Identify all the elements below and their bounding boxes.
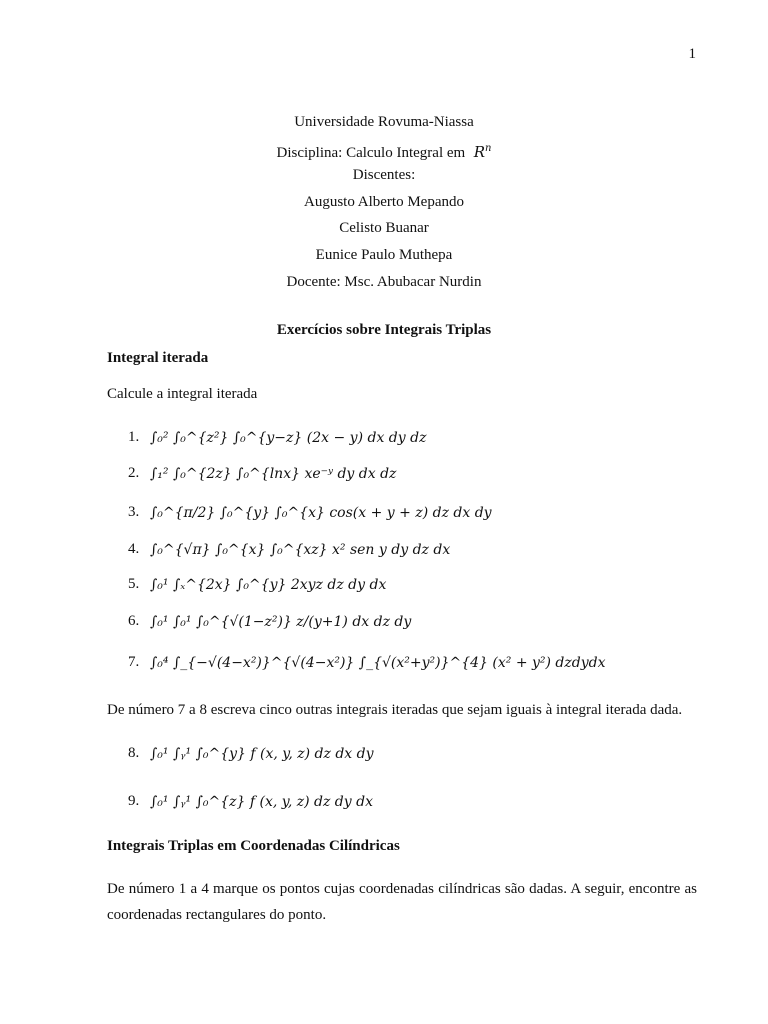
exercise-item: 7. ∫₀⁴ ∫_{−√(4−x²)}^{√(4−x²)} ∫_{√(x²+y²)}^{4} (x² + y²) dzdydx bbox=[128, 654, 606, 671]
document-header bbox=[0, 109, 768, 295]
exercise-item: 5. ∫₀¹ ∫ₓ^{2x} ∫₀^{y} 2xyz dz dy dx bbox=[128, 576, 387, 593]
teacher-name: Docente: Msc. Abubacar Nurdin bbox=[286, 273, 482, 290]
discipline-text: Disciplina: Calculo Integral em bbox=[276, 144, 466, 161]
student-name: Celisto Buanar bbox=[339, 220, 429, 237]
exercise-item: 2. ∫₁² ∫₀^{2z} ∫₀^{lnx} xe⁻ʸ dy dx dz bbox=[128, 465, 397, 482]
instruction-text: Calcule a integral iterada bbox=[107, 386, 258, 402]
exercise-item: 9. ∫₀¹ ∫ᵧ¹ ∫₀^{z} f (x, y, z) dz dy dx bbox=[128, 793, 373, 810]
student-name: Eunice Paulo Muthepa bbox=[315, 246, 453, 263]
student-name: Augusto Alberto Mepando bbox=[304, 193, 464, 210]
cylindrical-paragraph: De número 1 a 4 marque os pontos cujas coordenadas cilíndricas são dadas. A seguir, encontre as coordenadas rectangulares do ponto. bbox=[107, 881, 697, 923]
exercise-item: 3. ∫₀^{π/2} ∫₀^{y} ∫₀^{x} cos(x + y + z) dz dx dy bbox=[128, 504, 492, 521]
exercise-item: 8. ∫₀¹ ∫ᵧ¹ ∫₀^{y} f (x, y, z) dz dx dy bbox=[128, 745, 374, 762]
section-heading-iterated: Integral iterada bbox=[107, 350, 209, 366]
exercise-item: 4. ∫₀^{√π} ∫₀^{x} ∫₀^{xz} x² sen y dy dz dx bbox=[128, 541, 451, 558]
exercise-item: 6. ∫₀¹ ∫₀¹ ∫₀^{√(1−z²)} z/(y+1) dx dz dy bbox=[128, 613, 412, 630]
instruction-text-2: De número 7 a 8 escreva cinco outras integrais iteradas que sejam iguais à integral iterada dada. bbox=[107, 702, 683, 718]
university-name: Universidade Rovuma-Niassa bbox=[294, 114, 474, 130]
discipline-line bbox=[0, 136, 768, 163]
page-number: 1 bbox=[688, 46, 696, 62]
section-heading-cylindrical: Integrais Triplas em Coordenadas Cilíndricas bbox=[107, 838, 400, 854]
document-title: Exercícios sobre Integrais Triplas bbox=[276, 322, 492, 338]
exercise-item: 1. ∫₀² ∫₀^{z²} ∫₀^{y−z} (2x − y) dx dy dz bbox=[128, 429, 427, 446]
students-label: Discentes: bbox=[352, 167, 416, 184]
discipline-space: $R^n$ bbox=[473, 142, 492, 161]
